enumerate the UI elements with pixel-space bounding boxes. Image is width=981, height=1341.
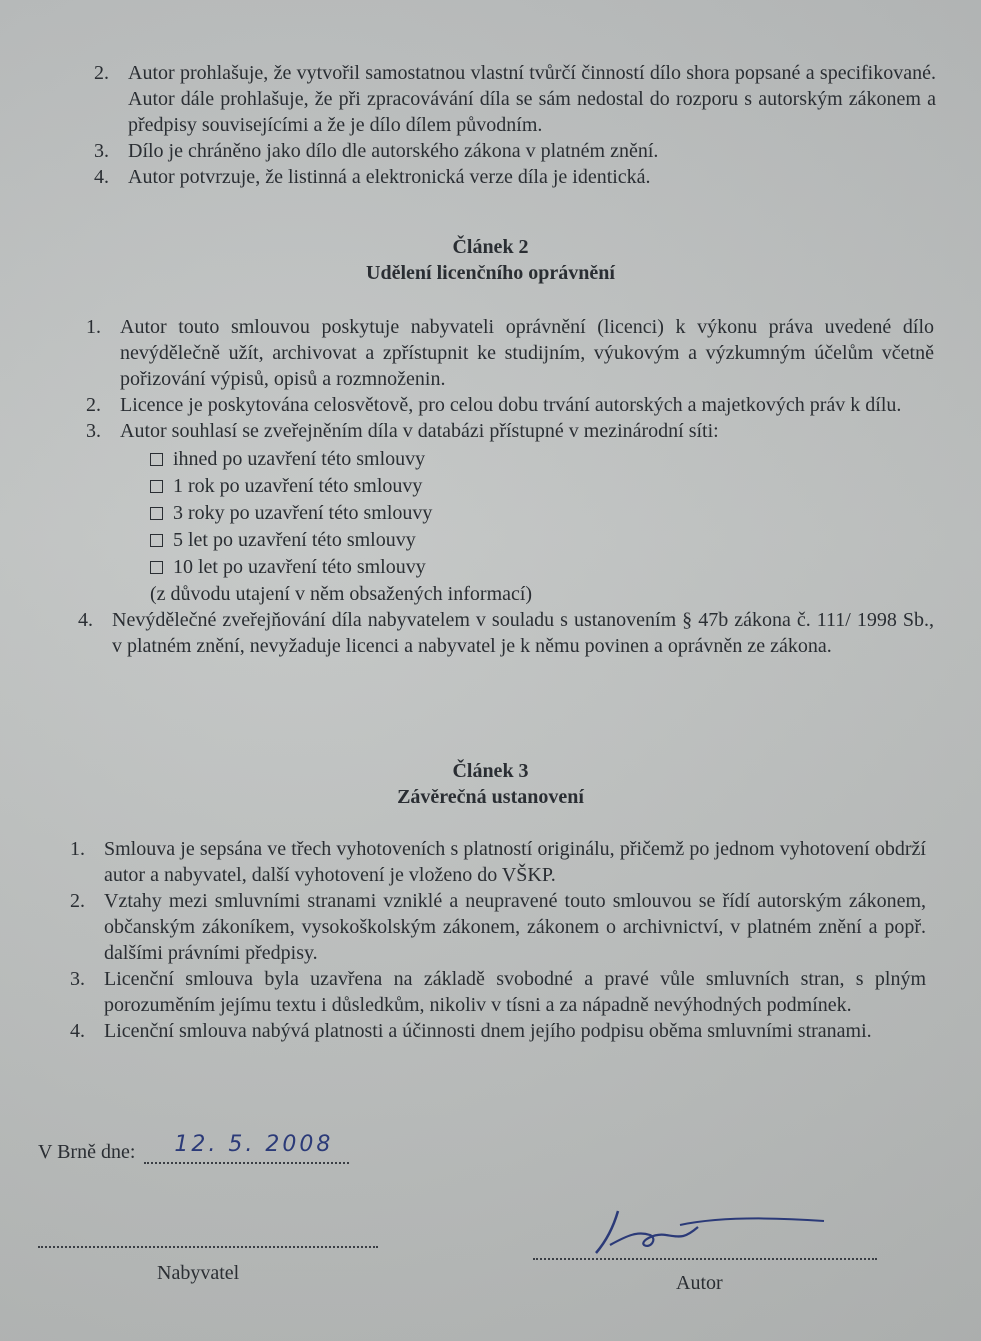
- item-text: Licenční smlouva nabývá platnosti a účinnosti dnem jejího podpisu oběma smluvními stranami.: [104, 1020, 872, 1042]
- item-text: Nevýdělečné zveřejňování díla nabyvatelem v souladu s ustanovením § 47b zákona č. 111/ 1998 Sb., v platném znění, nevyžaduje licenci a nabyvatel je k němu povinen a oprávněn ze zákona.: [112, 609, 934, 657]
- signature-label-autor: Autor: [676, 1272, 723, 1294]
- article2-item-3: [86, 418, 934, 607]
- author-signature-icon: [588, 1205, 828, 1265]
- option-label: 5 let po uzavření této smlouvy: [173, 529, 416, 551]
- item-text: Autor prohlašuje, že vytvořil samostatnou vlastní tvůrčí činností dílo shora popsané a specifikované. Autor dále prohlašuje, že při zpracovávání díla se sám nedostal do rozporu s autorským zákonem a předpisy souvisejícími a že je dílo dílem původním.: [128, 62, 936, 136]
- item-text: Autor souhlasí se zveřejněním díla v databázi přístupné v mezinárodní síti:: [120, 420, 719, 442]
- article3-subheading: Závěrečná ustanovení: [397, 786, 584, 808]
- place-date-line: [38, 1132, 349, 1164]
- option-label: 1 rok po uzavření této smlouvy: [173, 475, 423, 497]
- handwritten-date: 12. 5. 2008: [174, 1132, 334, 1157]
- item-number: 3.: [86, 420, 101, 442]
- item-text: Licence je poskytována celosvětově, pro celou dobu trvání autorských a majetkových práv k dílu.: [120, 394, 902, 416]
- item-text: Dílo je chráněno jako dílo dle autorského zákona v platném znění.: [128, 140, 659, 162]
- article1-item-2: [94, 60, 936, 138]
- article3-heading: Článek 3: [452, 760, 529, 782]
- option-10-years: [150, 554, 934, 581]
- checkbox-empty-icon[interactable]: [150, 507, 163, 520]
- signature-label-nabyvatel: Nabyvatel: [157, 1262, 240, 1284]
- option-label: 10 let po uzavření této smlouvy: [173, 556, 426, 578]
- checkbox-empty-icon[interactable]: [150, 534, 163, 547]
- item-text: Smlouva je sepsána ve třech vyhotoveních s platností originálu, přičemž po jednom vyhotovení obdrží autor a nabyvatel, další vyhotovení je vloženo do VŠKP.: [104, 838, 926, 886]
- item-number: 2.: [70, 890, 85, 912]
- article1-item-4: [94, 164, 936, 190]
- item-number: 2.: [86, 394, 101, 416]
- item-number: 4.: [70, 1020, 85, 1042]
- item-number: 4.: [78, 609, 93, 631]
- option-label: 3 roky po uzavření této smlouvy: [173, 502, 433, 524]
- article3-item-2: [70, 888, 926, 966]
- item-number: 1.: [86, 316, 101, 338]
- publication-options: [150, 446, 934, 581]
- item-number: 3.: [70, 968, 85, 990]
- item-number: 2.: [94, 62, 109, 84]
- article2-heading: Článek 2: [452, 236, 529, 258]
- article3-list: [70, 836, 926, 1044]
- article1-list: [94, 60, 936, 190]
- article2-item-2: [86, 392, 934, 418]
- signature-line-nabyvatel[interactable]: [38, 1244, 378, 1248]
- item-text: Autor potvrzuje, že listinná a elektronická verze díla je identická.: [128, 166, 651, 188]
- item-number: 4.: [94, 166, 109, 188]
- item-number: 1.: [70, 838, 85, 860]
- options-note: (z důvodu utajení v něm obsažených informací): [150, 583, 533, 605]
- option-label: ihned po uzavření této smlouvy: [173, 448, 426, 470]
- item-text: Vztahy mezi smluvními stranami vzniklé a neupravené touto smlouvou se řídí autorským zákonem, občanským zákoníkem, vysokoškolským zákonem, zákonem o archivnictví, v platném znění a popř. dalšími právními předpisy.: [104, 890, 926, 964]
- article2-list: [78, 314, 934, 659]
- article3-item-1: [70, 836, 926, 888]
- option-3-years: [150, 500, 934, 527]
- item-text: Autor touto smlouvou poskytuje nabyvateli oprávnění (licenci) k výkonu práva uvedené dílo nevýdělečně užít, archivovat a zpřístupnit ke studijním, výukovým a výzkumným účelům včetně pořizování výpisů, opisů a rozmnoženin.: [120, 316, 934, 390]
- option-1-year: [150, 473, 934, 500]
- item-number: 3.: [94, 140, 109, 162]
- checkbox-empty-icon[interactable]: [150, 453, 163, 466]
- article3-item-4: [70, 1018, 926, 1044]
- article1-item-3: [94, 138, 936, 164]
- checkbox-empty-icon[interactable]: [150, 561, 163, 574]
- checkbox-empty-icon[interactable]: [150, 480, 163, 493]
- option-immediately: [150, 446, 934, 473]
- item-text: Licenční smlouva byla uzavřena na základě svobodné a pravé vůle smluvních stran, s plným porozuměním jejímu textu i důsledkům, nikoliv v tísni a za nápadně nevýhodných podmínek.: [104, 968, 926, 1016]
- place-label: V Brně dne:: [38, 1141, 136, 1163]
- article2-item-4: [78, 607, 934, 659]
- option-5-years: [150, 527, 934, 554]
- date-field[interactable]: [144, 1132, 349, 1164]
- article3-item-3: [70, 966, 926, 1018]
- article2-subheading: Udělení licenčního oprávnění: [366, 262, 615, 284]
- article2-item-1: [86, 314, 934, 392]
